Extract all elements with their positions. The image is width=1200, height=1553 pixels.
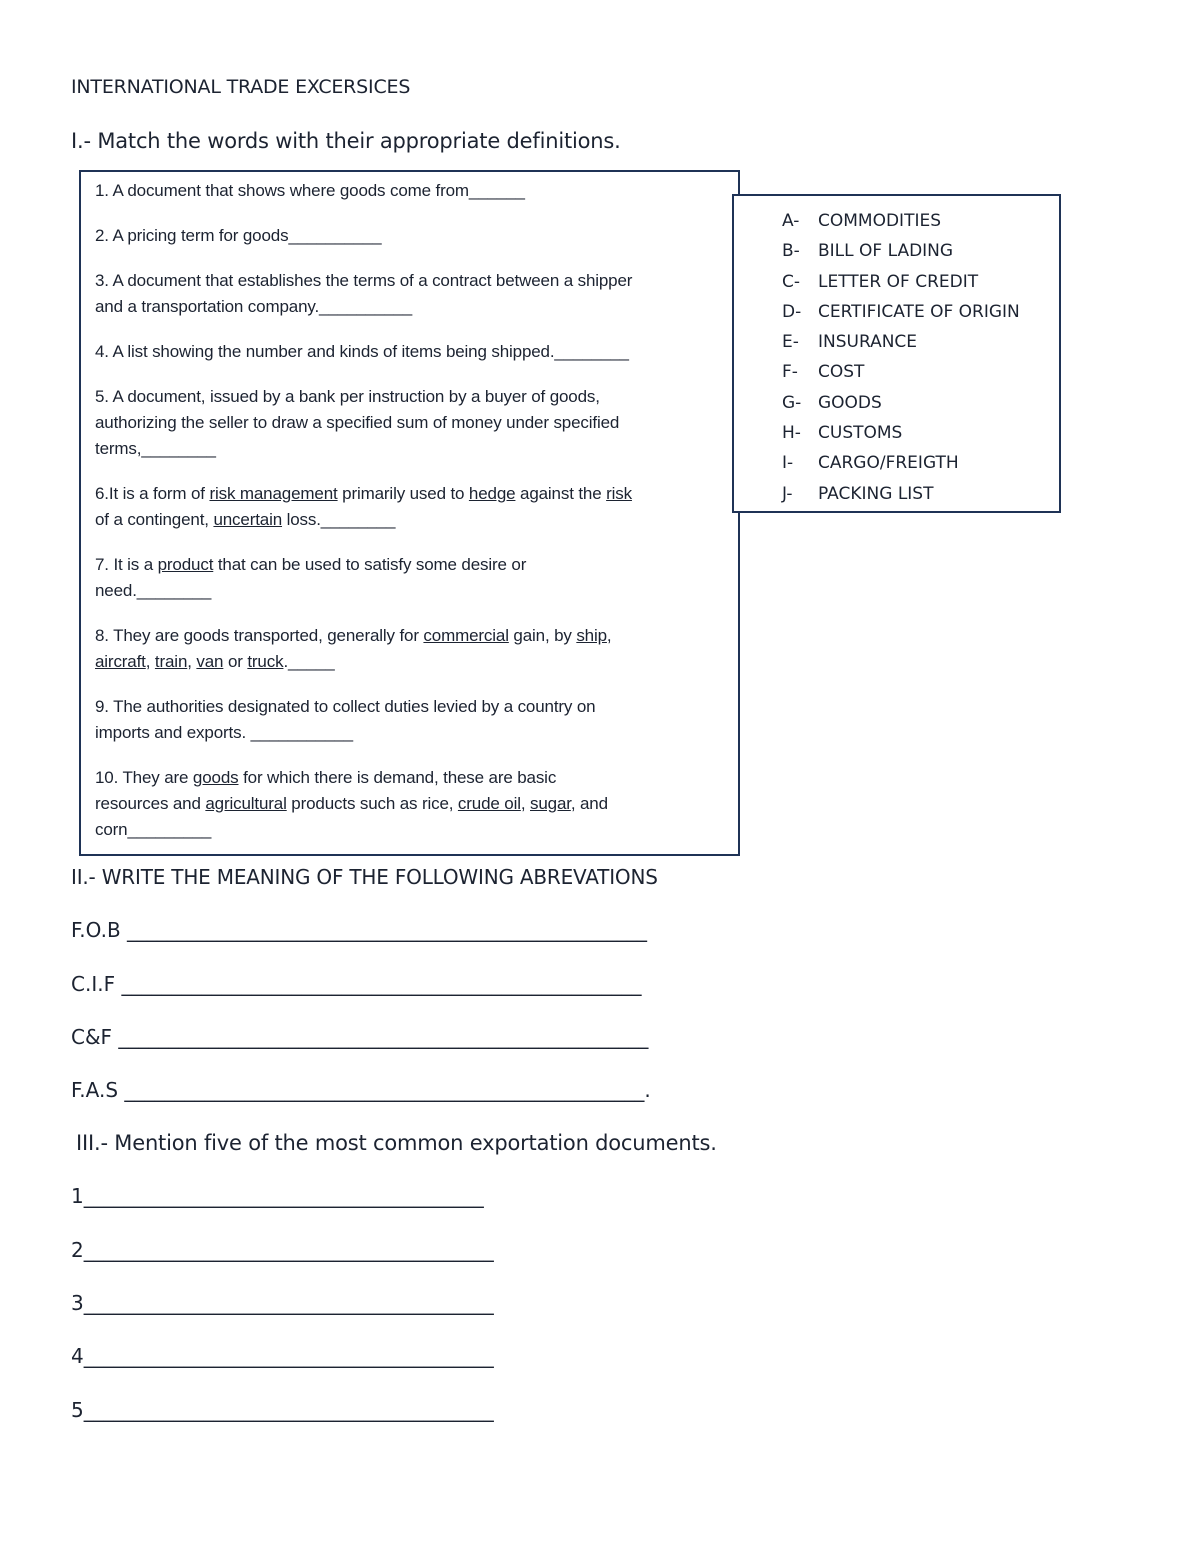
definition-text: authorizing the seller to draw a specified sum of money under specified [95,413,620,432]
definition-text: 9. The authorities designated to collect duties levied by a country on [95,697,596,716]
definition-item-10 [95,765,735,843]
definition-text: and a transportation company.__________ [95,297,413,316]
definition-line [95,720,735,746]
definition-item-2 [95,223,735,249]
document-answer-line-3: 3_________________________________________ [71,1291,494,1315]
definition-item-8 [95,623,735,675]
term-link[interactable]: van [196,652,224,671]
definition-text: 3. A document that establishes the terms of a contract between a shipper [95,271,633,290]
document-answer-line-5: 5_________________________________________ [71,1398,494,1422]
answer-option [782,388,1020,418]
definition-item-5 [95,384,735,462]
definition-text: , [187,652,197,671]
answer-option [782,206,1020,236]
answer-options-box [732,194,1061,513]
definition-line [95,223,735,249]
section-3-heading: III.- Mention five of the most common exportation documents. [76,1131,717,1155]
term-link[interactable]: uncertain [213,510,283,529]
definition-line [95,578,735,604]
definition-text: resources and [95,794,206,813]
answer-word: LETTER OF CREDIT [818,271,979,292]
definition-line [95,649,735,675]
definition-text: , and [570,794,608,813]
term-link[interactable]: sugar [530,794,571,813]
answer-letter: B- [782,241,800,262]
definitions-list [95,178,735,862]
definition-line [95,817,735,843]
definition-text: that can be used to satisfy some desire or [213,555,527,574]
definition-text: 8. They are goods transported, generally for [95,626,424,645]
definition-line [95,623,735,649]
document-answer-line-2: 2_________________________________________ [71,1238,494,1262]
definition-text: ._____ [283,652,335,671]
definition-line [95,294,735,320]
answer-word: CUSTOMS [818,423,903,444]
abbreviation-cif-line: C.I.F ____________________________________________________ [71,972,642,996]
definition-item-1 [95,178,735,204]
definition-text: 6.It is a form of [95,484,210,503]
answer-letter: H- [782,423,801,444]
definition-item-7 [95,552,735,604]
definition-text: or [223,652,248,671]
definition-text: 5. A document, issued by a bank per instruction by a buyer of goods, [95,387,600,406]
answer-option [782,236,1020,266]
answer-option [782,267,1020,297]
definition-item-3 [95,268,735,320]
answer-option [782,418,1020,448]
term-link[interactable]: risk management [209,484,338,503]
abbreviation-fob-line: F.O.B ____________________________________________________ [71,918,648,942]
definition-item-6 [95,481,735,533]
definition-line [95,268,735,294]
answer-option [782,479,1020,509]
definition-text: of a contingent, [95,510,214,529]
answer-option [782,297,1020,327]
answer-option [782,448,1020,478]
definition-item-9 [95,694,735,746]
term-link[interactable]: crude oil [457,794,521,813]
definitions-box [79,170,740,856]
answer-option [782,357,1020,387]
definition-line [95,436,735,462]
definition-text: 1. A document that shows where goods come from______ [95,181,525,200]
definition-text: 2. A pricing term for goods__________ [95,226,382,245]
answer-word: COMMODITIES [818,211,942,231]
term-link[interactable]: truck [247,652,284,671]
definition-text: gain, by [508,626,577,645]
definition-text: corn_________ [95,820,212,839]
term-link[interactable]: product [157,555,214,574]
term-link[interactable]: risk [606,484,632,503]
definition-line [95,507,735,533]
answer-letter: J- [782,483,793,504]
section-1-heading: I.- Match the words with their appropriate definitions. [71,129,621,153]
answer-letter: E- [782,332,799,353]
abbreviation-fas-line: F.A.S ____________________________________________________. [71,1078,651,1102]
answer-option [782,327,1020,357]
definition-text: 10. They are [95,768,193,787]
definition-line [95,178,735,204]
term-link[interactable]: agricultural [205,794,287,813]
definition-text: , [520,794,530,813]
definition-text: , [606,626,612,645]
definition-text: imports and exports. ___________ [95,723,353,742]
answer-letter: I- [782,453,794,474]
answer-letter: G- [782,392,802,413]
term-link[interactable]: hedge [468,484,516,503]
answer-word: GOODS [818,392,882,413]
term-link[interactable]: train [154,652,188,671]
term-link[interactable]: goods [192,768,239,787]
answer-options-list [782,206,1020,509]
definition-item-4 [95,339,735,365]
definition-line [95,552,735,578]
answer-word: CARGO/FREIGTH [818,453,959,474]
definition-line [95,765,735,791]
definition-text: , [145,652,155,671]
answer-word: PACKING LIST [818,483,934,504]
abbreviation-cf-line: C&F _____________________________________________________ [71,1025,649,1049]
definition-text: terms,________ [95,439,216,458]
term-link[interactable]: commercial [423,626,509,645]
section-2-heading: II.- WRITE THE MEANING OF THE FOLLOWING ABREVATIONS [71,865,658,889]
definition-text: products such as rice, [286,794,458,813]
definition-text: loss.________ [282,510,396,529]
definition-text: against the [515,484,607,503]
definition-line [95,481,735,507]
definition-text: need.________ [95,581,212,600]
term-link[interactable]: aircraft [95,652,146,671]
definition-line [95,339,735,365]
document-answer-line-1: 1________________________________________ [71,1184,484,1208]
document-title: INTERNATIONAL TRADE EXCERSICES [71,76,411,98]
document-answer-line-4: 4_________________________________________ [71,1344,494,1368]
definition-text: 7. It is a [95,555,158,574]
answer-letter: F- [782,362,798,383]
definition-text: primarily used to [337,484,469,503]
term-link[interactable]: ship [576,626,607,645]
answer-word: BILL OF LADING [818,241,954,262]
answer-word: INSURANCE [818,332,918,353]
answer-word: CERTIFICATE OF ORIGIN [818,301,1020,322]
definition-line [95,384,735,410]
answer-letter: C- [782,271,801,292]
definition-line [95,410,735,436]
definition-text: for which there is demand, these are basic [238,768,557,787]
definition-line [95,694,735,720]
definition-line [95,791,735,817]
answer-letter: D- [782,301,802,322]
answer-word: COST [818,362,865,383]
answer-letter: A- [782,211,800,231]
definition-text: 4. A list showing the number and kinds of items being shipped.________ [95,342,629,361]
